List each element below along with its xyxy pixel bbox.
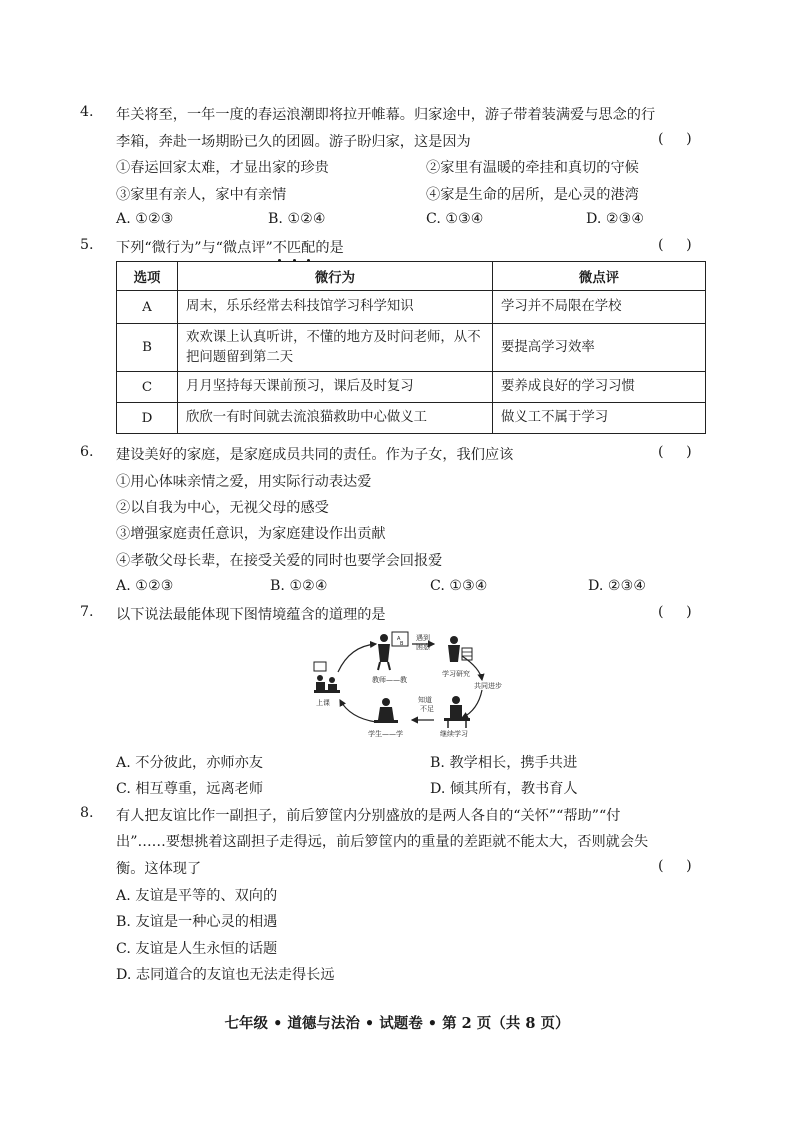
table-cell-comment: 做义工不属于学习 [493,403,706,434]
answer-parenthesis[interactable]: ( ) [658,237,692,253]
choice-c[interactable]: C. ①③④ [426,211,484,227]
choice-b[interactable]: B. 友谊是一种心灵的相遇 [116,914,278,930]
page-footer: 七年级 • 道德与法治 • 试题卷 • 第 2 页（共 8 页） [224,1015,570,1032]
choice-a[interactable]: A. ①②③ [116,211,174,227]
student-icon [374,698,398,723]
statement-option: ①春运回家太难，才显出家的珍贵 [116,160,329,176]
statement-option: ④家是生命的居所，是心灵的港湾 [426,187,639,203]
continued-study-icon [444,696,470,728]
question-stem-line: 建设美好的家庭，是家庭成员共同的责任。作为子女，我们应该 [116,447,514,463]
choice-d[interactable]: D. 倾其所有，教书育人 [430,781,578,797]
classroom-scene-icon [314,662,340,693]
answer-parenthesis[interactable]: ( ) [658,444,692,460]
question-number: 4. [80,104,94,120]
board-letter: A [397,636,401,642]
figure-label: 继续学习 [440,730,468,738]
choice-b[interactable]: B. 教学相长，携手共进 [430,755,578,771]
table-cell-comment: 学习并不局限在学校 [493,291,706,324]
question-number: 7. [80,604,94,620]
table-cell-comment: 要养成良好的学习习惯 [493,372,706,403]
emphasis-char: 不 [272,240,287,256]
statement-option: ②以自我为中心，无视父母的感受 [116,500,329,516]
flow-arrow [340,700,376,722]
figure-label: 学习研究 [442,670,470,678]
table-cell-comment: 要提高学习效率 [493,324,706,372]
question-stem-line: 年关将至，一年一度的春运浪潮即将拉开帷幕。归家途中，游子带着装满爱与思念的行 [116,107,656,123]
figure-label: 学生——学 [368,730,403,738]
statement-option: ②家里有温暖的牵挂和真切的守候 [426,160,639,176]
table-cell-option: A [117,291,178,324]
question-number: 8. [80,805,94,821]
stem-text: 下列“微行为”与“微点评” [116,240,273,256]
board-letter: B [400,641,404,647]
figure-label: 知道 [418,696,432,704]
teaching-learning-figure [312,630,526,740]
choice-d[interactable]: D. ②③④ [586,211,645,227]
table-cell-option: D [117,403,178,434]
table-cell-action: 周末，乐乐经常去科技馆学习科学知识 [178,291,493,324]
choice-a[interactable]: A. 友谊是平等的、双向的 [116,888,278,904]
table-cell-action: 月月坚持每天课前预习，课后及时复习 [178,372,493,403]
figure-label: 困惑 [416,643,430,651]
table-cell-action: 欣欣一有时间就去流浪猫救助中心做义工 [178,403,493,434]
question-stem-line [116,237,344,257]
choice-b[interactable]: B. ①②④ [268,211,326,227]
table-header-row [117,262,706,291]
choice-c[interactable]: C. 相互尊重，远离老师 [116,781,264,797]
teacher-icon [378,632,408,670]
choice-d[interactable]: D. 志同道合的友谊也无法走得长远 [116,967,335,983]
table-cell-option: B [117,324,178,372]
answer-parenthesis[interactable]: ( ) [658,858,692,874]
figure-label: 教师——教 [372,676,407,684]
table-row [117,324,706,372]
choice-c[interactable]: C. 友谊是人生永恒的话题 [116,941,278,957]
statement-option: ①用心体味亲情之爱，用实际行动表达爱 [116,474,372,490]
column-header: 微行为 [178,262,493,291]
choice-b[interactable]: B. ①②④ [270,578,328,594]
behavior-comment-table [116,261,706,434]
emphasis-char: 匹 [286,240,302,256]
question-number: 6. [80,444,94,460]
flow-arrow [462,690,482,718]
column-header: 选项 [117,262,178,291]
stem-text: 的是 [315,240,344,256]
choice-c[interactable]: C. ①③④ [430,578,488,594]
table-row [117,372,706,403]
question-stem-line: 李箱，奔赴一场期盼已久的团圆。游子盼归家，这是因为 [116,134,471,150]
statement-option: ③家里有亲人，家中有亲情 [116,187,287,203]
question-number: 5. [80,237,94,253]
choice-d[interactable]: D. ②③④ [588,578,647,594]
figure-label: 不足 [420,705,434,713]
figure-label: 上课 [316,699,330,707]
figure-label: 共同进步 [474,682,502,690]
choice-a[interactable]: A. 不分彼此，亦师亦友 [116,755,263,771]
column-header: 微点评 [493,262,706,291]
answer-parenthesis[interactable]: ( ) [658,131,692,147]
table-cell-action: 欢欢课上认真听讲，不懂的地方及时问老师，从不把问题留到第二天 [178,324,493,372]
choice-a[interactable]: A. ①②③ [116,578,174,594]
emphasis-char: 配 [301,240,316,256]
table-cell-option: C [117,372,178,403]
figure-label: 遇到 [416,634,430,642]
question-stem-line: 出”……要想挑着这副担子走得远，前后箩筐内的重量的差距就不能太大，否则就会失 [116,834,649,850]
answer-parenthesis[interactable]: ( ) [658,604,692,620]
question-stem-line: 衡。这体现了 [116,861,202,877]
question-stem-line: 有人把友谊比作一副担子，前后箩筐内分别盛放的是两人各自的“关怀”“帮助”“付 [116,808,621,824]
question-stem-line: 以下说法最能体现下图情境蕴含的道理的是 [116,607,386,623]
researcher-icon [448,636,472,662]
table-row [117,403,706,434]
flow-arrow [338,644,376,672]
statement-option: ③增强家庭责任意识，为家庭建设作出贡献 [116,526,386,542]
statement-option: ④孝敬父母长辈，在接受关爱的同时也要学会回报爱 [116,553,443,569]
table-row [117,291,706,324]
